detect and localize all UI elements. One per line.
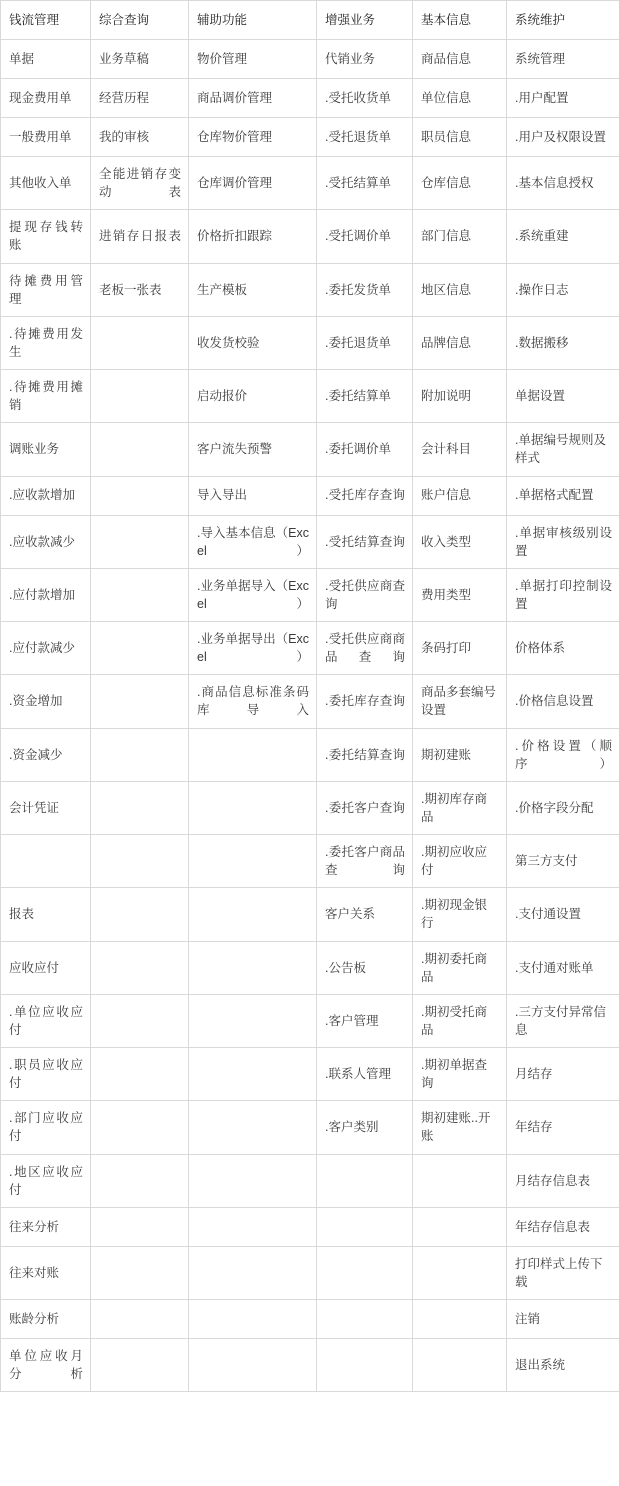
menu-item-empty: [91, 835, 189, 888]
menu-item[interactable]: .用户配置: [507, 79, 619, 118]
menu-item[interactable]: 代销业务: [317, 40, 413, 79]
menu-item[interactable]: 单据: [1, 40, 91, 79]
menu-item[interactable]: 打印样式上传下载: [507, 1246, 619, 1299]
menu-item[interactable]: 仓库信息: [413, 157, 507, 210]
menu-item-empty: [189, 835, 317, 888]
menu-item[interactable]: .商品信息标准条码库导入: [189, 675, 317, 728]
menu-item-empty: [189, 1154, 317, 1207]
menu-item[interactable]: 调账业务: [1, 423, 91, 476]
menu-item-empty: [189, 1339, 317, 1392]
menu-item-empty: [91, 728, 189, 781]
menu-item[interactable]: 条码打印: [413, 622, 507, 675]
menu-item-empty: [91, 781, 189, 834]
table-row: [1, 210, 619, 263]
menu-item[interactable]: .联系人管理: [317, 1048, 413, 1101]
menu-item[interactable]: 物价管理: [189, 40, 317, 79]
table-row: [1, 994, 619, 1047]
menu-item-empty: [317, 1207, 413, 1246]
menu-item-empty: [189, 994, 317, 1047]
menu-table-body: [1, 1, 619, 1392]
menu-item[interactable]: 业务草稿: [91, 40, 189, 79]
menu-item[interactable]: .待摊费用摊销: [1, 370, 91, 423]
table-row: [1, 316, 619, 369]
menu-item-empty: [91, 370, 189, 423]
menu-item[interactable]: 价格体系: [507, 622, 619, 675]
menu-item[interactable]: 部门信息: [413, 210, 507, 263]
table-row: [1, 1246, 619, 1299]
menu-item-empty: [317, 1300, 413, 1339]
menu-item[interactable]: .受托结算单: [317, 157, 413, 210]
menu-item[interactable]: 经营历程: [91, 79, 189, 118]
table-row: [1, 728, 619, 781]
menu-item[interactable]: .职员应收应付: [1, 1048, 91, 1101]
menu-item[interactable]: .受托收货单: [317, 79, 413, 118]
menu-item-empty: [91, 1207, 189, 1246]
menu-item[interactable]: .单据格式配置: [507, 476, 619, 515]
table-row: [1, 675, 619, 728]
menu-item[interactable]: .价格字段分配: [507, 781, 619, 834]
menu-item[interactable]: .单据编号规则及样式: [507, 423, 619, 476]
table-row: [1, 40, 619, 79]
menu-item[interactable]: 仓库物价管理: [189, 118, 317, 157]
table-row: [1, 118, 619, 157]
table-row: [1, 423, 619, 476]
menu-item-empty: [91, 622, 189, 675]
menu-item[interactable]: 仓库调价管理: [189, 157, 317, 210]
menu-item[interactable]: 导入导出: [189, 476, 317, 515]
menu-item[interactable]: 品牌信息: [413, 316, 507, 369]
menu-item[interactable]: .单位应收应付: [1, 994, 91, 1047]
menu-item[interactable]: .价格设置（顺序）: [507, 728, 619, 781]
table-row: [1, 1207, 619, 1246]
menu-item[interactable]: 商品信息: [413, 40, 507, 79]
menu-item-empty: [91, 316, 189, 369]
menu-item[interactable]: .操作日志: [507, 263, 619, 316]
menu-item-empty: [91, 476, 189, 515]
menu-item[interactable]: 退出系统: [507, 1339, 619, 1392]
menu-item[interactable]: 商品调价管理: [189, 79, 317, 118]
menu-item[interactable]: 会计凭证: [1, 781, 91, 834]
menu-item[interactable]: 单位信息: [413, 79, 507, 118]
table-row: [1, 781, 619, 834]
menu-item-empty: [189, 941, 317, 994]
menu-item[interactable]: .部门应收应付: [1, 1101, 91, 1154]
menu-item[interactable]: .基本信息授权: [507, 157, 619, 210]
menu-item[interactable]: .三方支付异常信息: [507, 994, 619, 1047]
menu-item-empty: [91, 1101, 189, 1154]
menu-item[interactable]: .价格信息设置: [507, 675, 619, 728]
menu-item[interactable]: .业务单据导出（Excel）: [189, 622, 317, 675]
menu-item-empty: [91, 888, 189, 941]
menu-item-empty: [189, 728, 317, 781]
menu-item[interactable]: 第三方支付: [507, 835, 619, 888]
menu-item[interactable]: 账户信息: [413, 476, 507, 515]
menu-item[interactable]: 往来对账: [1, 1246, 91, 1299]
menu-item[interactable]: 费用类型: [413, 568, 507, 621]
menu-item-empty: [317, 1154, 413, 1207]
menu-item-empty: [91, 994, 189, 1047]
menu-item-empty: [413, 1300, 507, 1339]
menu-item[interactable]: 职员信息: [413, 118, 507, 157]
menu-item[interactable]: .委托结算查询: [317, 728, 413, 781]
table-row: [1, 263, 619, 316]
menu-item[interactable]: 年结存信息表: [507, 1207, 619, 1246]
menu-item-empty: [413, 1339, 507, 1392]
table-row: [1, 157, 619, 210]
column-header-xitong: 系统维护: [507, 1, 619, 40]
menu-item[interactable]: .委托调价单: [317, 423, 413, 476]
table-row: [1, 476, 619, 515]
menu-item[interactable]: .导入基本信息（Excel）: [189, 515, 317, 568]
menu-item[interactable]: 提现存钱转账: [1, 210, 91, 263]
menu-item[interactable]: .系统重建: [507, 210, 619, 263]
menu-item-empty: [189, 1207, 317, 1246]
menu-item[interactable]: .数据搬移: [507, 316, 619, 369]
menu-item[interactable]: .期初委托商品: [413, 941, 507, 994]
menu-item[interactable]: .委托退货单: [317, 316, 413, 369]
menu-item[interactable]: 月结存: [507, 1048, 619, 1101]
menu-item[interactable]: .应收款减少: [1, 515, 91, 568]
menu-item[interactable]: .应收款增加: [1, 476, 91, 515]
table-row: [1, 79, 619, 118]
menu-item-empty: [189, 1101, 317, 1154]
menu-item[interactable]: 全能进销存变动表: [91, 157, 189, 210]
menu-item[interactable]: 地区信息: [413, 263, 507, 316]
menu-item-empty: [189, 888, 317, 941]
menu-item-empty: [91, 1246, 189, 1299]
menu-item-empty: [317, 1246, 413, 1299]
menu-item[interactable]: .用户及权限设置: [507, 118, 619, 157]
menu-item-empty: [413, 1154, 507, 1207]
column-header-zonghe: 综合查询: [91, 1, 189, 40]
menu-item[interactable]: .资金减少: [1, 728, 91, 781]
menu-item-empty: [189, 781, 317, 834]
menu-item[interactable]: 单据设置: [507, 370, 619, 423]
menu-item[interactable]: .委托库存查询: [317, 675, 413, 728]
column-header-zengqiang: 增强业务: [317, 1, 413, 40]
menu-item[interactable]: 系统管理: [507, 40, 619, 79]
table-row: [1, 835, 619, 888]
menu-item-empty: [91, 941, 189, 994]
menu-item-empty: [91, 515, 189, 568]
table-row: [1, 1048, 619, 1101]
menu-item[interactable]: 客户流失预警: [189, 423, 317, 476]
menu-item[interactable]: 年结存: [507, 1101, 619, 1154]
table-row: [1, 1154, 619, 1207]
menu-item[interactable]: .支付通对账单: [507, 941, 619, 994]
menu-item[interactable]: .应付款增加: [1, 568, 91, 621]
menu-item[interactable]: 商品多套编号设置: [413, 675, 507, 728]
menu-item[interactable]: 单位应收月分析: [1, 1339, 91, 1392]
menu-item[interactable]: .委托客户商品查询: [317, 835, 413, 888]
menu-item-empty: [189, 1048, 317, 1101]
menu-item[interactable]: .受托调价单: [317, 210, 413, 263]
menu-item-empty: [1, 835, 91, 888]
menu-item[interactable]: 附加说明: [413, 370, 507, 423]
menu-item[interactable]: 报表: [1, 888, 91, 941]
table-row: [1, 568, 619, 621]
menu-item[interactable]: 待摊费用管理: [1, 263, 91, 316]
menu-item[interactable]: .公告板: [317, 941, 413, 994]
table-row: [1, 1300, 619, 1339]
menu-item[interactable]: 现金费用单: [1, 79, 91, 118]
menu-item[interactable]: .受托库存查询: [317, 476, 413, 515]
column-header-qianliu: 钱流管理: [1, 1, 91, 40]
menu-item[interactable]: 应收应付: [1, 941, 91, 994]
menu-item[interactable]: 进销存日报表: [91, 210, 189, 263]
menu-item[interactable]: .期初应收应付: [413, 835, 507, 888]
menu-item[interactable]: 期初建账: [413, 728, 507, 781]
menu-item-empty: [91, 568, 189, 621]
menu-item-empty: [91, 423, 189, 476]
menu-item-empty: [91, 1048, 189, 1101]
menu-item[interactable]: .单据审核级别设置: [507, 515, 619, 568]
menu-item[interactable]: 往来分析: [1, 1207, 91, 1246]
menu-item[interactable]: .期初库存商品: [413, 781, 507, 834]
menu-item[interactable]: 账龄分析: [1, 1300, 91, 1339]
menu-item[interactable]: .受托供应商商品查询: [317, 622, 413, 675]
menu-item[interactable]: .期初单据查询: [413, 1048, 507, 1101]
menu-item[interactable]: .受托供应商查询: [317, 568, 413, 621]
table-row: [1, 622, 619, 675]
menu-item[interactable]: 收发货校验: [189, 316, 317, 369]
menu-item[interactable]: .资金增加: [1, 675, 91, 728]
menu-item-empty: [91, 1300, 189, 1339]
table-row: [1, 941, 619, 994]
table-row: [1, 370, 619, 423]
menu-item[interactable]: .委托发货单: [317, 263, 413, 316]
menu-item-empty: [413, 1207, 507, 1246]
column-header-fuzhu: 辅助功能: [189, 1, 317, 40]
menu-item[interactable]: .受托结算查询: [317, 515, 413, 568]
menu-item-empty: [189, 1246, 317, 1299]
menu-item[interactable]: 月结存信息表: [507, 1154, 619, 1207]
menu-item-empty: [413, 1246, 507, 1299]
menu-item[interactable]: 生产模板: [189, 263, 317, 316]
menu-item-empty: [91, 1154, 189, 1207]
column-header-jiben: 基本信息: [413, 1, 507, 40]
menu-item[interactable]: 期初建账..开账: [413, 1101, 507, 1154]
menu-item[interactable]: .地区应收应付: [1, 1154, 91, 1207]
menu-item[interactable]: .委托结算单: [317, 370, 413, 423]
menu-item[interactable]: .待摊费用发生: [1, 316, 91, 369]
table-header-row: [1, 1, 619, 40]
table-row: [1, 515, 619, 568]
menu-item[interactable]: .委托客户查询: [317, 781, 413, 834]
menu-item[interactable]: 注销: [507, 1300, 619, 1339]
table-row: [1, 888, 619, 941]
menu-item[interactable]: 价格折扣跟踪: [189, 210, 317, 263]
menu-item[interactable]: 老板一张表: [91, 263, 189, 316]
menu-item[interactable]: 客户关系: [317, 888, 413, 941]
menu-item[interactable]: .期初现金银行: [413, 888, 507, 941]
table-row: [1, 1339, 619, 1392]
menu-item-empty: [91, 1339, 189, 1392]
menu-item[interactable]: 其他收入单: [1, 157, 91, 210]
menu-item-empty: [91, 675, 189, 728]
menu-item[interactable]: .业务单据导入（Excel）: [189, 568, 317, 621]
menu-item-empty: [317, 1339, 413, 1392]
menu-item[interactable]: 会计科目: [413, 423, 507, 476]
menu-item[interactable]: .支付通设置: [507, 888, 619, 941]
menu-item[interactable]: 收入类型: [413, 515, 507, 568]
menu-item[interactable]: 启动报价: [189, 370, 317, 423]
menu-item[interactable]: .客户管理: [317, 994, 413, 1047]
menu-item[interactable]: 一般费用单: [1, 118, 91, 157]
menu-item[interactable]: .期初受托商品: [413, 994, 507, 1047]
table-row: [1, 1101, 619, 1154]
menu-item[interactable]: .受托退货单: [317, 118, 413, 157]
menu-item[interactable]: 我的审核: [91, 118, 189, 157]
menu-item[interactable]: .单据打印控制设置: [507, 568, 619, 621]
menu-item[interactable]: .应付款减少: [1, 622, 91, 675]
menu-item[interactable]: .客户类别: [317, 1101, 413, 1154]
menu-item-empty: [189, 1300, 317, 1339]
